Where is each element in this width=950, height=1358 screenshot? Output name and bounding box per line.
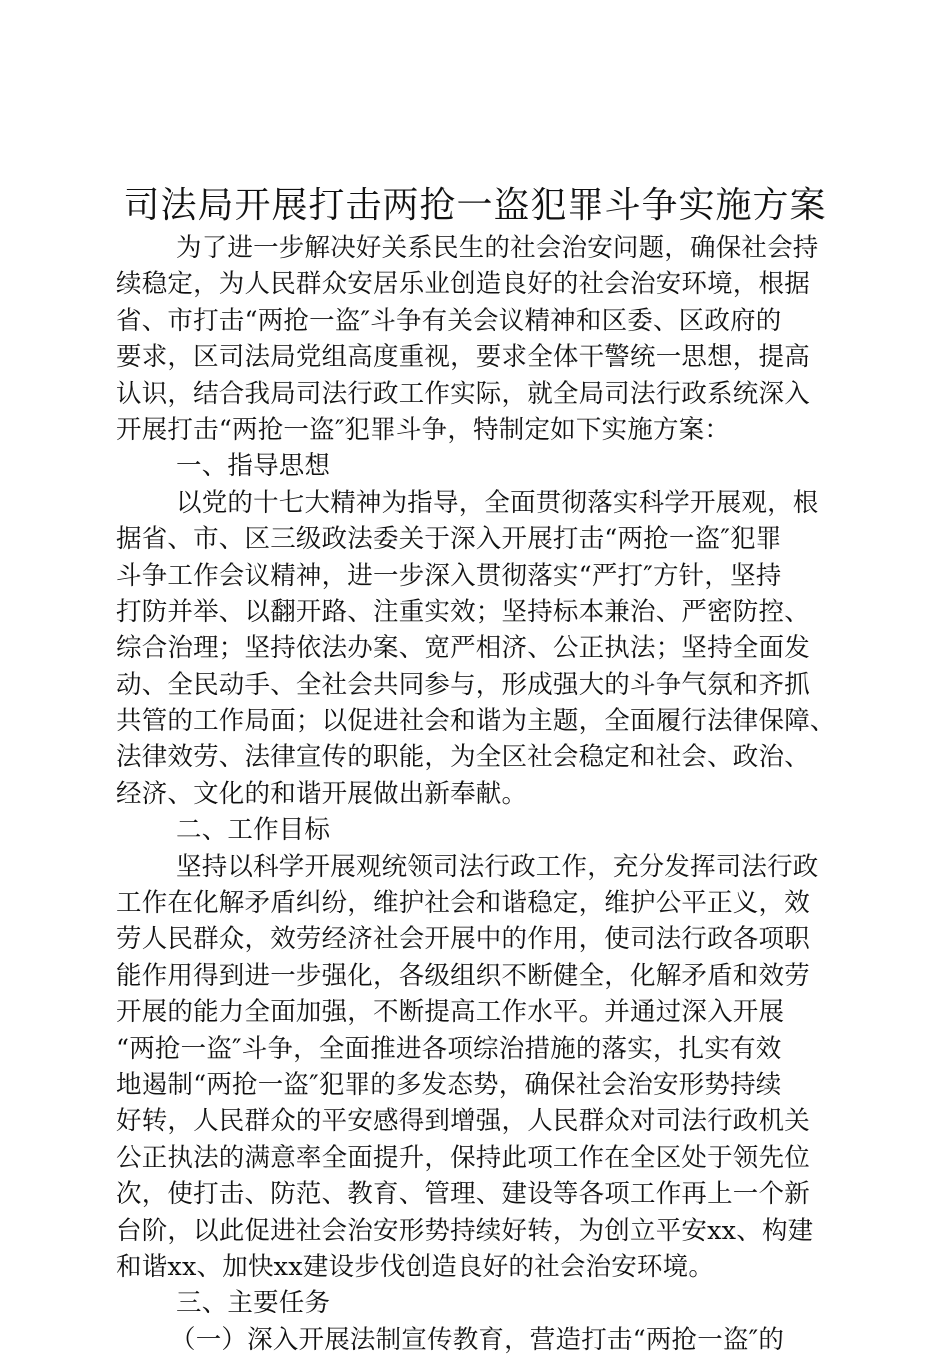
paragraph-line: 能作用得到进一步强化，各级组织不断健全，化解矛盾和效劳 (116, 960, 810, 991)
paragraph-line: 劳人民群众，效劳经济社会开展中的作用，使司法行政各项职 (116, 924, 810, 955)
document-title: 司法局开展打击两抢一盗犯罪斗争实施方案 (123, 185, 827, 226)
paragraph-line: 法律效劳、法律宣传的职能，为全区社会稳定和社会、政治、 (116, 742, 810, 773)
subsection-heading: （一）深入开展法制宣传教育，营造打击“两抢一盗″的 (170, 1324, 785, 1355)
paragraph-line: 综合治理；坚持依法办案、宽严相济、公正执法；坚持全面发 (116, 633, 810, 664)
paragraph-line: 好转，人民群众的平安感得到增强，人民群众对司法行政机关 (116, 1106, 810, 1137)
paragraph-line: 为了进一步解决好关系民生的社会治安问题，确保社会持 (176, 233, 819, 263)
paragraph-line: 开展打击“两抢一盗″犯罪斗争，特制定如下实施方案： (116, 414, 731, 445)
paragraph-line: 据省、市、区三级政法委关于深入开展打击“两抢一盗″犯罪 (116, 524, 782, 555)
paragraph-line: 经济、文化的和谐开展做出新奉献。 (116, 778, 528, 809)
paragraph-line: 以党的十七大精神为指导，全面贯彻落实科学开展观，根 (176, 487, 819, 518)
section-heading: 一、指导思想 (176, 451, 331, 482)
paragraph-line: 次，使打击、防范、教育、管理、建设等各项工作再上一个新 (116, 1179, 810, 1210)
paragraph-line: 工作在化解矛盾纠纷，维护社会和谐稳定，维护公平正义，效 (116, 888, 810, 919)
paragraph-line: 地遏制“两抢一盗″犯罪的多发态势，确保社会治安形势持续 (116, 1069, 782, 1100)
paragraph-line: 要求，区司法局党组高度重视，要求全体干警统一思想，提高 (116, 342, 810, 373)
paragraph-line: 坚持以科学开展观统领司法行政工作，充分发挥司法行政 (176, 851, 819, 882)
paragraph-line: 台阶，以此促进社会治安形势持续好转，为创立平安xx、构建 (116, 1215, 814, 1246)
paragraph-line: 和谐xx、加快xx建设步伐创造良好的社会治安环境。 (116, 1251, 715, 1282)
paragraph-line: 认识，结合我局司法行政工作实际，就全局司法行政系统深入 (116, 378, 810, 409)
paragraph-line: 公正执法的满意率全面提升，保持此项工作在全区处于领先位 (116, 1142, 810, 1173)
paragraph-line: 续稳定，为人民群众安居乐业创造良好的社会治安环境，根据 (116, 269, 810, 300)
paragraph-line: 打防并举、以翻开路、注重实效；坚持标本兼治、严密防控、 (116, 596, 810, 627)
document-body (116, 230, 836, 1358)
section-heading: 二、工作目标 (176, 815, 331, 846)
paragraph-line: 省、市打击“两抢一盗″斗争有关会议精神和区委、区政府的 (116, 305, 782, 336)
paragraph-line: 动、全民动手、全社会共同参与，形成强大的斗争气氛和齐抓 (116, 669, 810, 700)
paragraph-line: 斗争工作会议精神，进一步深入贯彻落实“严打″方针，坚持 (116, 560, 782, 591)
paragraph-line: 共管的工作局面；以促进社会和谐为主题，全面履行法律保障、 (116, 706, 836, 737)
section-heading: 三、主要任务 (176, 1288, 331, 1319)
paragraph-line: “两抢一盗″斗争，全面推进各项综治措施的落实，扎实有效 (116, 1033, 782, 1064)
paragraph-line: 开展的能力全面加强，不断提高工作水平。并通过深入开展 (116, 997, 785, 1028)
